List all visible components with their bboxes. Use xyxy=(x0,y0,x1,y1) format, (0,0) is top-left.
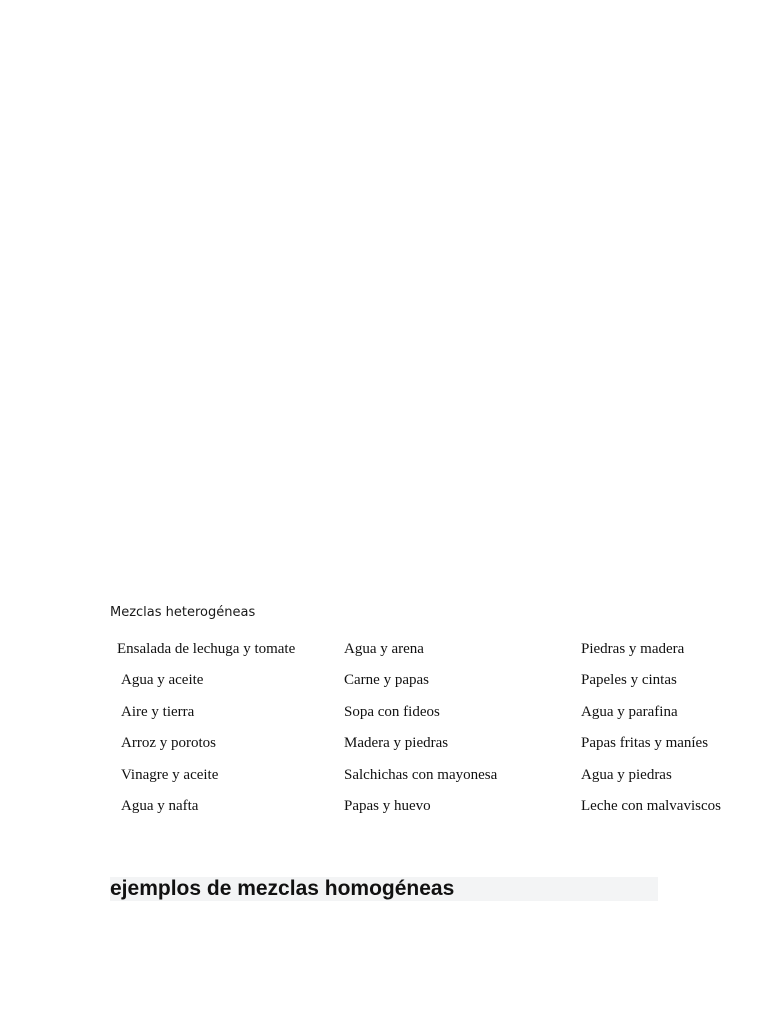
table-row xyxy=(0,639,768,661)
table-row xyxy=(0,733,768,755)
table-cell: Piedras y madera xyxy=(581,641,685,657)
section-caption: Mezclas heterogéneas xyxy=(110,605,256,620)
table-cell: Carne y papas xyxy=(344,672,429,688)
table-cell: Agua y aceite xyxy=(121,672,204,688)
table-cell: Madera y piedras xyxy=(344,735,449,751)
table-row xyxy=(0,765,768,787)
table-cell: Salchichas con mayonesa xyxy=(344,767,498,783)
table-row xyxy=(0,670,768,692)
table-row xyxy=(0,702,768,724)
table-row xyxy=(0,796,768,818)
table-cell: Aire y tierra xyxy=(121,704,195,720)
table-cell: Agua y nafta xyxy=(121,798,199,814)
table-cell: Arroz y porotos xyxy=(121,735,216,751)
table-cell: Vinagre y aceite xyxy=(121,767,219,783)
homogeneous-mixtures-heading: ejemplos de mezclas homogéneas xyxy=(110,877,658,901)
table-cell: Agua y piedras xyxy=(581,767,672,783)
table-cell: Papas y huevo xyxy=(344,798,431,814)
table-cell: Ensalada de lechuga y tomate xyxy=(117,641,296,657)
table-cell: Papas fritas y maníes xyxy=(581,735,709,751)
table-cell: Sopa con fideos xyxy=(344,704,440,720)
table-cell: Agua y parafina xyxy=(581,704,678,720)
table-cell: Leche con malvaviscos xyxy=(581,798,721,814)
table-cell: Papeles y cintas xyxy=(581,672,677,688)
table-cell: Agua y arena xyxy=(344,641,424,657)
